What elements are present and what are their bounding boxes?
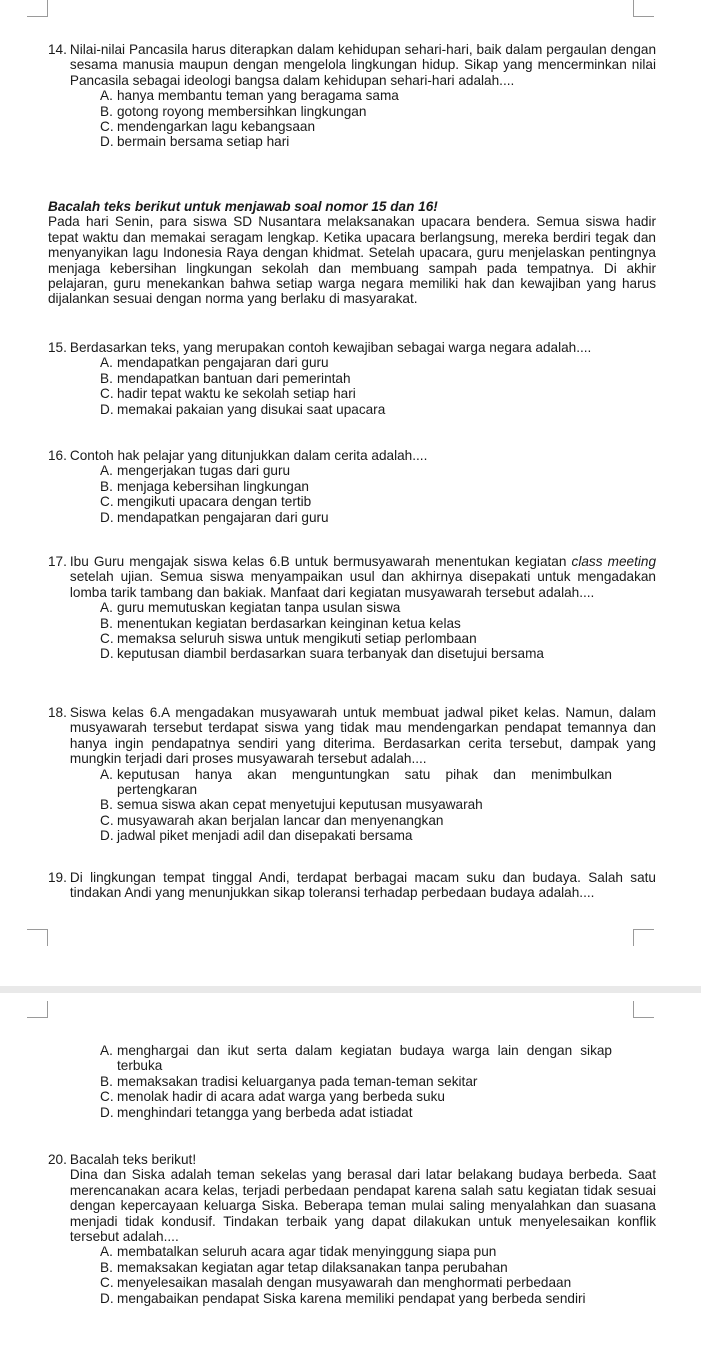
question-16 <box>48 448 656 525</box>
option-a[interactable]: A. mendapatkan pengajaran dari guru <box>100 355 329 371</box>
option-a[interactable]: A. menghargai dan ikut serta dalam kegiatan budaya warga lain dengan sikap terbuka <box>100 1043 612 1074</box>
option-c[interactable]: C. mendengarkan lagu kebangsaan <box>100 119 316 135</box>
crop-mark <box>633 0 654 17</box>
question-number: 15. <box>48 340 67 355</box>
passage-text: Pada hari Senin, para siswa SD Nusantara melaksanakan upacara bendera. Semua siswa hadir tepat waktu dan memakai seragam lengkap. Ketika upacara berlangsung, mereka berdiri tegak dan menyanyikan lagu Indonesia Raya dengan khidmat. Setelah upacara, guru menjelaskan pentingnya menjaga kebersihan lingkungan sekolah dan membuang sampah pada tempatnya. Di akhir pelajaran, guru menekankan bahwa setiap warga negara memiliki hak dan kewajiban yang harus dijalankan sesuai dengan norma yang berlaku di masyarakat. <box>48 214 656 307</box>
option-c[interactable]: C. hadir tepat waktu ke sekolah setiap hari <box>100 386 356 402</box>
option-d[interactable]: D. mendapatkan pengajaran dari guru <box>100 509 329 525</box>
question-number: 17. <box>48 554 67 569</box>
option-c[interactable]: C. musyawarah akan berjalan lancar dan menyenangkan <box>100 812 444 828</box>
question-15 <box>48 340 656 417</box>
option-b[interactable]: B. memaksakan tradisi keluarganya pada teman-teman sekitar <box>100 1073 478 1089</box>
question-number: 14. <box>48 42 67 57</box>
option-d[interactable]: D. bermain bersama setiap hari <box>100 134 290 150</box>
question-17 <box>48 554 656 662</box>
question-stem: Siswa kelas 6.A mengadakan musyawarah untuk membuat jadwal piket kelas. Namun, dalam musyawarah tersebut terdapat siswa yang tidak mau mendengarkan pendapat temannya dan hanya ingin pendapatnya sendiri yang diterima. Berdasarkan cerita tersebut, dampak yang mungkin terjadi dari proses musyawarah tersebut adalah.... <box>69 705 656 767</box>
question-stem: Contoh hak pelajar yang ditunjukkan dalam cerita adalah.... <box>69 448 428 463</box>
option-b[interactable]: B. mendapatkan bantuan dari pemerintah <box>100 370 351 386</box>
option-a[interactable]: A. mengerjakan tugas dari guru <box>100 463 291 479</box>
question-18 <box>48 705 656 844</box>
question-stem: Di lingkungan tempat tinggal Andi, terdapat berbagai macam suku dan budaya. Salah satu tindakan Andi yang menunjukkan sikap toleransi terhadap perbedaan budaya adalah.... <box>69 870 656 901</box>
option-c[interactable]: C. mengikuti upacara dengan tertib <box>100 494 312 510</box>
question-number: 20. <box>48 1152 67 1167</box>
page-two <box>0 993 701 1350</box>
option-a[interactable]: A. guru memutuskan kegiatan tanpa usulan siswa <box>100 600 401 616</box>
passage-instruction: Bacalah teks berikut untuk menjawab soal nomor 15 dan 16! <box>48 199 438 214</box>
option-b[interactable]: B. memaksakan kegiatan agar tetap dilaksanakan tanpa perubahan <box>100 1259 508 1275</box>
option-d[interactable]: D. mengabaikan pendapat Siska karena memiliki pendapat yang berbeda sendiri <box>100 1290 586 1306</box>
option-a[interactable]: A. membatalkan seluruh acara agar tidak menyinggung siapa pun <box>100 1244 497 1260</box>
reading-passage <box>48 199 656 307</box>
question-14 <box>48 42 656 150</box>
question-19-options <box>48 1043 656 1120</box>
option-c[interactable]: C. memaksa seluruh siswa untuk mengikuti setiap perlombaan <box>100 631 477 647</box>
question-19 <box>48 870 656 901</box>
crop-mark <box>27 1001 48 1018</box>
option-a[interactable]: A. keputusan hanya akan menguntungkan satu pihak dan menimbulkan pertengkaran <box>100 766 612 798</box>
option-d[interactable]: D. jadwal piket menjadi adil dan disepakati bersama <box>100 828 413 844</box>
option-b[interactable]: B. menentukan kegiatan berdasarkan keinginan ketua kelas <box>100 615 461 631</box>
option-d[interactable]: D. memakai pakaian yang disukai saat upacara <box>100 401 386 417</box>
question-number: 19. <box>48 870 67 885</box>
question-stem: Berdasarkan teks, yang merupakan contoh kewajiban sebagai warga negara adalah.... <box>69 340 592 355</box>
option-c[interactable]: C. menyelesaikan masalah dengan musyawarah dan menghormati perbedaan <box>100 1275 572 1291</box>
question-stem: Dina dan Siska adalah teman sekelas yang berasal dari latar belakang budaya berbeda. Saat merencanakan acara kelas, terjadi perbedaan pendapat karena salah satu kegiatan tidak sesuai dengan kepercayaan keluarga Siska. Beberapa teman mulai saling menyalahkan dan suasana menjadi tidak kondusif. Tindakan terbaik yang dapat dilakukan untuk menyelesaikan konflik tersebut adalah.... <box>69 1167 656 1245</box>
crop-mark <box>633 929 654 946</box>
question-number: 16. <box>48 448 67 463</box>
crop-mark <box>633 1001 654 1018</box>
option-b[interactable]: B. semua siswa akan cepat menyetujui keputusan musyawarah <box>100 797 483 813</box>
option-b[interactable]: B. menjaga kebersihan lingkungan <box>100 478 309 494</box>
question-number: 18. <box>48 705 67 720</box>
option-b[interactable]: B. gotong royong membersihkan lingkungan <box>100 103 367 119</box>
crop-mark <box>27 929 48 946</box>
option-c[interactable]: C. menolak hadir di acara adat warga yang berbeda suku <box>100 1089 445 1105</box>
question-20 <box>48 1152 656 1306</box>
crop-mark <box>27 0 48 17</box>
question-stem: Nilai-nilai Pancasila harus diterapkan dalam kehidupan sehari-hari, baik dalam pergaulan dengan sesama manusia maupun dengan mengelola lingkungan hidup. Sikap yang mencerminkan nilai Pancasila sebagai ideologi bangsa dalam kehidupan sehari-hari adalah.... <box>69 42 656 88</box>
question-stem: Ibu Guru mengajak siswa kelas 6.B untuk bermusyawarah menentukan kegiatan class meeting setelah ujian. Semua siswa menyampaikan usul dan akhirnya disepakati untuk mengadakan lomba tarik tambang dan bakiak. Manfaat dari kegiatan musyawarah tersebut adalah.... <box>69 554 657 600</box>
option-d[interactable]: D. keputusan diambil berdasarkan suara terbanyak dan disetujui bersama <box>100 646 544 662</box>
option-d[interactable]: D. menghindari tetangga yang berbeda adat istiadat <box>100 1104 413 1120</box>
question-heading: Bacalah teks berikut! <box>69 1152 197 1167</box>
option-a[interactable]: A. hanya membantu teman yang beragama sama <box>100 88 399 104</box>
page-separator <box>0 986 701 993</box>
